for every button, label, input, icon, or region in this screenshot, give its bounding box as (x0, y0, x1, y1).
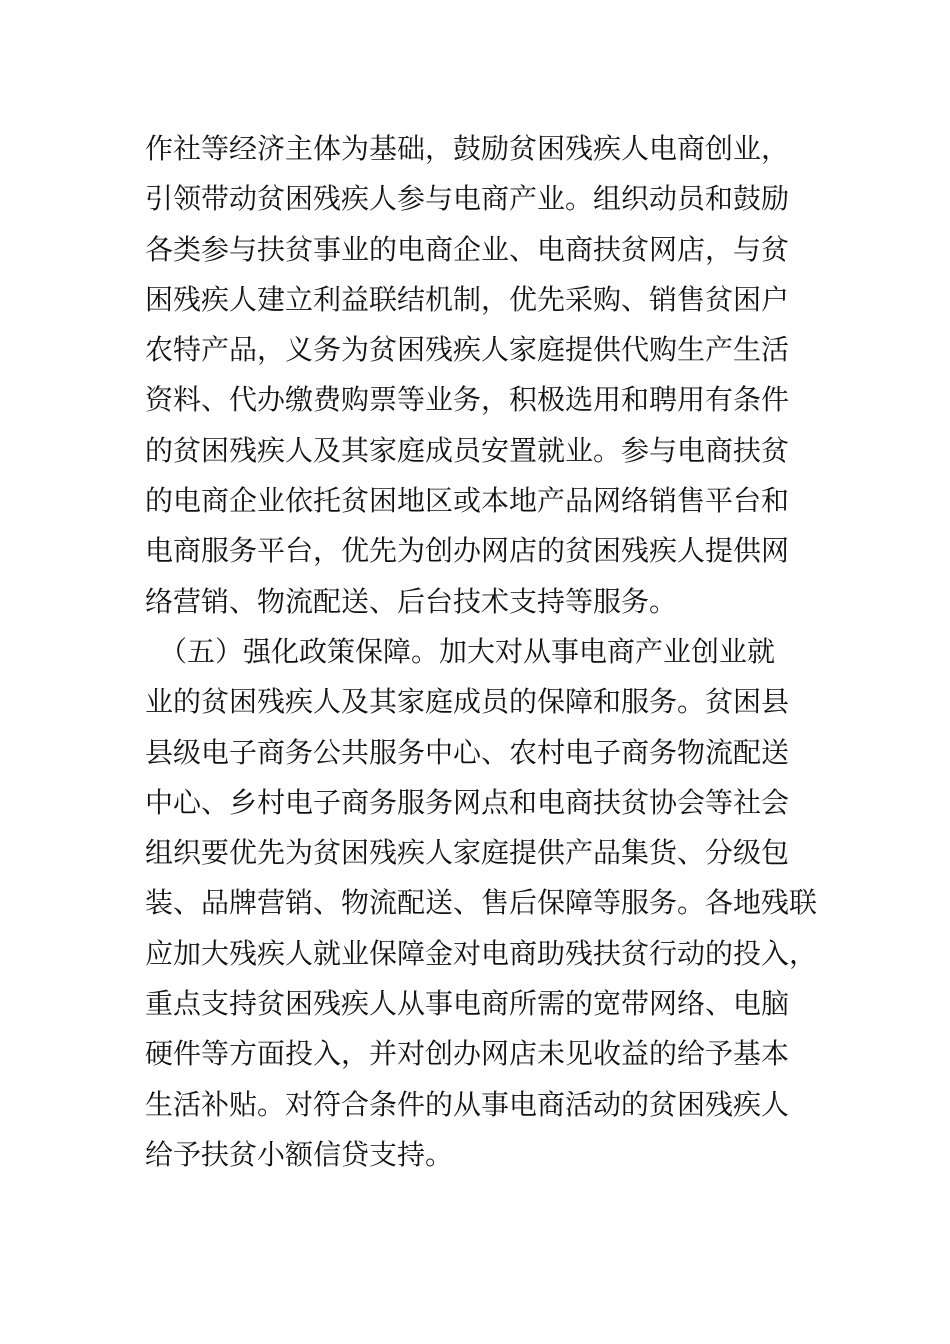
text-line: 给予扶贫小额信贷支持。 (145, 1137, 454, 1171)
text-line: 困残疾人建立利益联结机制，优先采购、销售贫困户 (145, 282, 790, 316)
text-line: 组织要优先为贫困残疾人家庭提供产品集货、分级包 (145, 836, 790, 870)
text-line: 的贫困残疾人及其家庭成员安置就业。参与电商扶贫 (145, 433, 790, 467)
text-line: 各类参与扶贫事业的电商企业、电商扶贫网店，与贫 (145, 232, 790, 266)
section-heading-line: （五）强化政策保障。加大对从事电商产业创业就 (145, 634, 776, 668)
text-line: 引领带动贫困残疾人参与电商产业。组织动员和鼓励 (145, 182, 790, 216)
document-body (145, 124, 818, 1180)
text-line: 重点支持贫困残疾人从事电商所需的宽带网络、电脑 (145, 987, 790, 1021)
text-line: 生活补贴。对符合条件的从事电商活动的贫困残疾人 (145, 1087, 790, 1121)
text-line: 络营销、物流配送、后台技术支持等服务。 (145, 584, 678, 618)
text-line: 电商服务平台，优先为创办网店的贫困残疾人提供网 (145, 534, 790, 568)
text-line: 资料、代办缴费购票等业务，积极选用和聘用有条件 (145, 383, 790, 417)
text-line: 中心、乡村电子商务服务网点和电商扶贫协会等社会 (145, 785, 790, 819)
text-line: 应加大残疾人就业保障金对电商助残扶贫行动的投入， (145, 936, 818, 970)
text-line: 县级电子商务公共服务中心、农村电子商务物流配送 (145, 735, 790, 769)
text-line: 的电商企业依托贫困地区或本地产品网络销售平台和 (145, 484, 790, 518)
text-line: 作社等经济主体为基础，鼓励贫困残疾人电商创业， (145, 132, 790, 165)
text-line: 装、品牌营销、物流配送、售后保障等服务。各地残联 (145, 886, 818, 920)
text-line: 硬件等方面投入，并对创办网店未见收益的给予基本 (145, 1037, 790, 1071)
text-line: 农特产品，义务为贫困残疾人家庭提供代购生产生活 (145, 333, 790, 367)
text-line: 业的贫困残疾人及其家庭成员的保障和服务。贫困县 (145, 685, 790, 719)
